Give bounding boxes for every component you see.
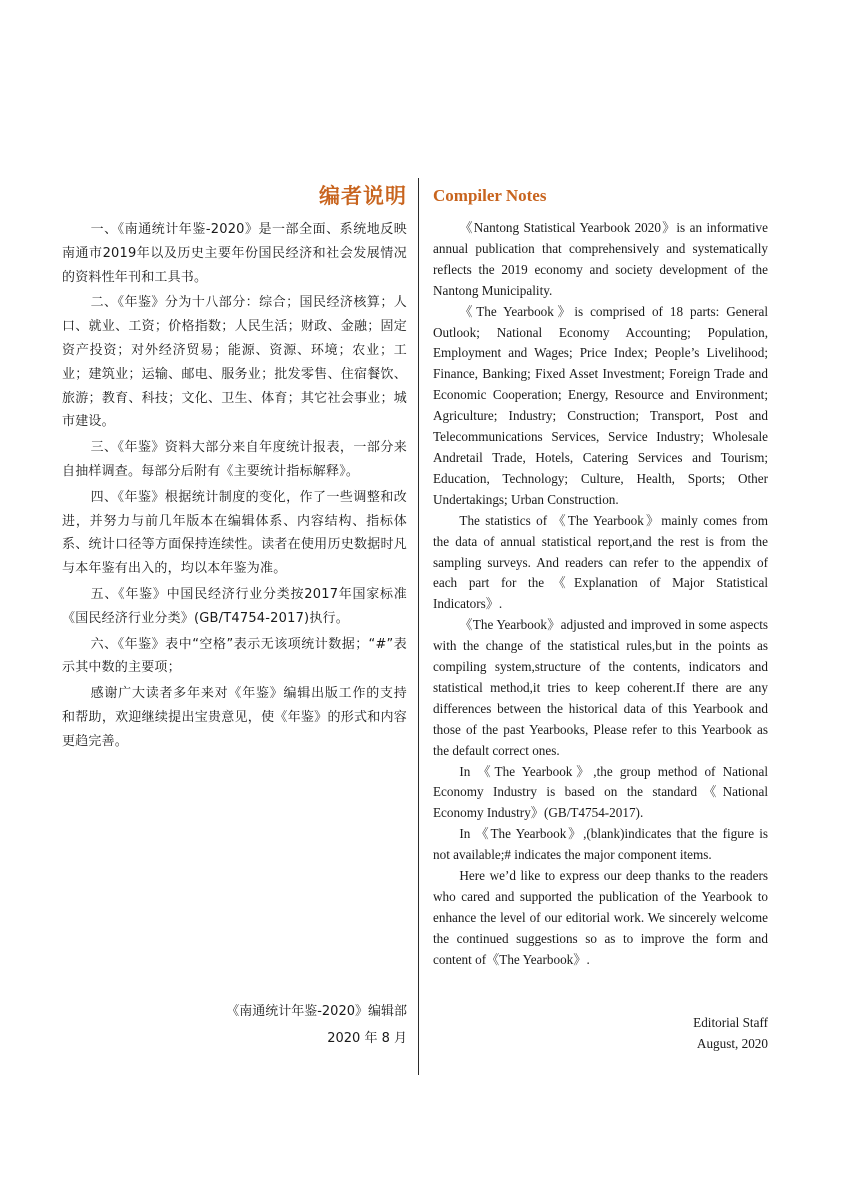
- english-paragraph-6: In 《The Yearbook》,(blank)indicates that the figure is not available;# indicates the major component items.: [433, 826, 768, 863]
- chinese-paragraph-2: 二、《年鉴》分为十八部分：综合；国民经济核算；人口、就业、工资；价格指数；人民生活；财政、金融；固定资产投资；对外经济贸易；能源、资源、环境；农业；工业；建筑业；运输、邮电、服务业；批发零售、住宿餐饮、旅游；教育、科技；文化、卫生、体育；其它社会事业；城市建设。: [62, 295, 407, 430]
- chinese-paragraph-3: 三、《年鉴》资料大部分来自年度统计报表，一部分来自抽样调查。每部分后附有《主要统计指标解释》。: [62, 440, 407, 479]
- chinese-signature-org: 《南通统计年鉴-2020》编辑部: [226, 1004, 407, 1019]
- english-paragraph-5: In 《The Yearbook》,the group method of National Economy Industry is based on the standard《National Economy Industry》(GB/T4754-2017).: [433, 763, 768, 821]
- chinese-paragraph-4: 四、《年鉴》根据统计制度的变化，作了一些调整和改进，并努力与前几年版本在编辑体系、内容结构、指标体系、统计口径等方面保持连续性。读者在使用历史数据时凡与本年鉴有出入的，均以本年鉴为准。: [62, 489, 407, 577]
- chinese-paragraph-5: 五、《年鉴》中国民经济行业分类按2017年国家标准《国民经济行业分类》(GB/T4754-2017)执行。: [62, 586, 407, 626]
- chinese-paragraph-1: 一、《南通统计年鉴-2020》是一部全面、系统地反映南通市2019年以及历史主要年份国民经济和社会发展情况的资料性年刊和工具书。: [62, 222, 407, 285]
- english-signature-org: Editorial Staff: [693, 1015, 768, 1030]
- chinese-column: [62, 182, 407, 756]
- english-paragraph-1: 《Nantong Statistical Yearbook 2020》is an informative annual publication that comprehensively and systematically reflects the 2019 economy and society development of the Nantong Municipality.: [433, 220, 768, 298]
- english-column: [433, 184, 768, 971]
- chinese-title: 编者说明: [319, 184, 407, 208]
- english-title: Compiler Notes: [433, 186, 547, 205]
- english-signature-date: August, 2020: [696, 1036, 768, 1051]
- chinese-signature-date: 2020 年 8 月: [327, 1031, 407, 1046]
- english-paragraph-7: Here we’d like to express our deep thanks to the readers who cared and supported the publication of the Yearbook to enhance the level of our editorial work. We sincerely welcome the continued suggestions so as to improve the form and content of《The Yearbook》.: [433, 868, 768, 967]
- chinese-paragraph-6: 六、《年鉴》表中“空格”表示无该项统计数据；“#”表示其中数的主要项；: [62, 636, 407, 676]
- english-paragraph-2: 《The Yearbook》is comprised of 18 parts: General Outlook; National Economy Accounting; Population, Employment and Wages; Price Index; People’s Livelihood; Finance, Banking; Fixed Asset Investment; Foreign Trade and Economic Cooperation; Energy, Resource and Environment; Agriculture; Industry; Construction; Transport, Post and Telecommunications Services, Service Industry; Wholesale Andretail Trade, Hotels, Catering Services and Tourism; Education, Technology; Culture, Health, Sports; Other Undertakings; Urban Construction.: [433, 303, 768, 507]
- column-divider: [418, 178, 419, 1075]
- chinese-paragraph-7: 感谢广大读者多年来对《年鉴》编辑出版工作的支持和帮助，欢迎继续提出宝贵意见，使《年鉴》的形式和内容更趋完善。: [62, 686, 407, 749]
- english-paragraph-3: The statistics of 《The Yearbook》mainly comes from the data of annual statistical report,and the rest is from the sampling surveys. And readers can refer to the appendix of each part for the《Explanation of Major Statistical Indicators》.: [433, 512, 768, 612]
- english-paragraph-4: 《The Yearbook》adjusted and improved in some aspects with the change of the statistical rules,but in the points as compiling system,structure of the contents, indicators and statistical method,it tries to keep coherent.If there are any differences between the historical data of this Yearbook and those of the past Yearbooks, Please refer to this Yearbook as the default correct ones.: [433, 617, 768, 758]
